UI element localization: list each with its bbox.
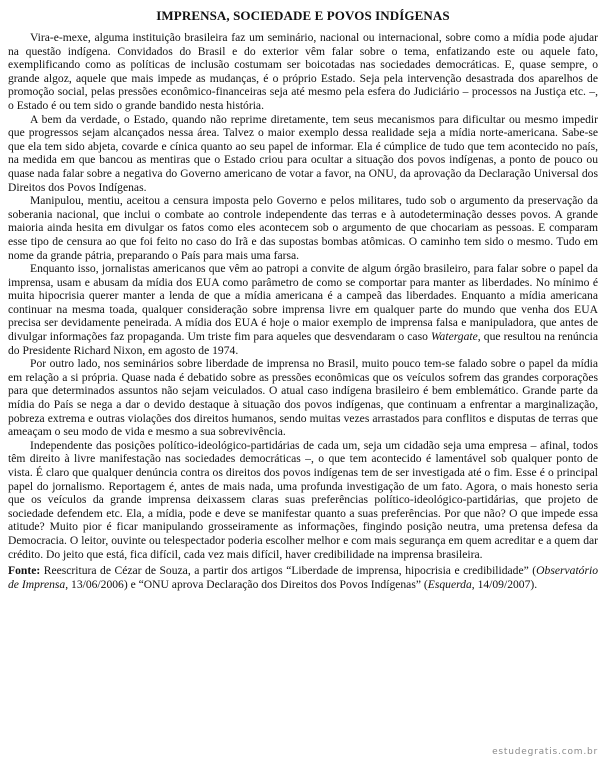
text-run: , que resultou na renúncia do Presidente Richard Nixon, em agosto de 1974. bbox=[8, 330, 598, 357]
italic-text: Esquerda bbox=[427, 577, 472, 591]
article bbox=[8, 8, 598, 591]
text-run: , 13/06/2006) e “ONU aprova Declaração dos Direitos dos Povos Indígenas” ( bbox=[65, 577, 428, 591]
source-text bbox=[8, 564, 598, 591]
article-body bbox=[8, 31, 598, 561]
paragraph bbox=[8, 357, 598, 439]
paragraph bbox=[8, 194, 598, 262]
text-run: Enquanto isso, jornalistas americanos que vêm ao patropi a convite de algum órgão brasileiro, para falar sobre o papel da imprensa, usam e abusam da mídia dos EUA como parâmetro de como se comportar para manter as liberdades. No mínimo é muita hipocrisia querer manter a lenda de que a mídia americana é a campeã das liberdades. Enquanto a mídia americana continuar na mesma toada, qualquer consideração sobre imprensa livre em qualquer parte do mundo que venha dos EUA precisa ser devidamente peneirada. A mídia dos EUA é hoje o maior exemplo de imprensa falsa e manipuladora, que antes de divulgar informações faz propaganda. Um triste fim para aqueles que desvendaram o caso bbox=[8, 262, 598, 344]
text-run: Por outro lado, nos seminários sobre liberdade de imprensa no Brasil, muito pouco tem-se falado sobre o papel da mídia em relação a si própria. Quase nada é debatido sobre as pressões econômicas que os veículos sofrem das grandes corporações para que determinados assuntos não sejam veiculados. O atual caso indígena brasileiro é bem emblemático. Grande parte da mídia do País se nega a dar o devido destaque à situação dos povos indígenas, que continuam a enfrentar a marginalização, pobreza extrema e outras violações dos direitos humanos, sendo muitas vezes arrastados para conflitos e disputas de terras que ameaçam o seu modo de vida e mesmo a sua sobrevivência. bbox=[8, 357, 598, 439]
text-run: Independente das posições político-ideológico-partidárias de cada um, seja um cidadão seja uma empresa – afinal, todos têm direito à livre manifestação nas sociedades democráticas –, o que tem acontecido é lamentável sob qualquer ponto de vista. É claro que qualquer denúncia contra os direitos dos povos indígenas tem de ser investigada até o fim. Esse é o principal papel do jornalismo. Reportagem é, antes de mais nada, uma profunda investigação de um fato. Agora, o mais honesto seria que os veículos da grande imprensa deixassem claras suas preferências político-ideológico-partidárias, que projeto de sociedade defendem etc. Ela, a mídia, pode e deve se manifestar quanto a suas preferências. Por que não? O que impede essa atitude? Muito pior é ficar manipulando grosseiramente as informações, fingindo posição neutra, uma pretensa defesa da Democracia. O leitor, ouvinte ou telespectador poderia escolher melhor e com mais segurança em quem acreditar e a quem dar crédito. Do jeito que está, fica difícil, cada vez mais difícil, haver credibilidade na imprensa brasileira. bbox=[8, 438, 598, 561]
text-run: Manipulou, mentiu, aceitou a censura imposta pelo Governo e pelos militares, tudo sob o argumento da preservação da soberania nacional, que inclui o combate ao controle independente das terras e à autodeterminação desses povos. A grande maioria ainda hesita em divulgar os fatos como eles acontecem sob o argumento de que chocariam as pessoas. E comparam esse tipo de censura ao que foi feito no caso do Irã e das supostas bombas atômicas. O caminho tem sido o mesmo. Tudo em nome da grande pátria, preparando o País para mais uma farsa. bbox=[8, 194, 598, 262]
site-watermark: estudegratis.com.br bbox=[492, 747, 598, 757]
paragraph bbox=[8, 31, 598, 113]
text-run: A bem da verdade, o Estado, quando não reprime diretamente, tem seus mecanismos para dificultar ou mesmo impedir que progressos sejam alcançados nessa área. Talvez o maior exemplo dessa realidade seja a mídia norte-americana. Sabe-se que ela tem sido abjeta, covarde e cínica quanto ao seu papel de informar. Ela é cúmplice de tudo que tem acontecido no país, na medida em que bancou as mentiras que o Estado criou para ocultar a situação dos povos indígenas, a ponto de pouco ou quase nada falar sobre a negativa do Governo americano de votar a favor, na ONU, da aprovação da Declaração Universal dos Direitos dos Povos Indígenas. bbox=[8, 112, 598, 194]
italic-text: Watergate bbox=[430, 330, 478, 344]
paragraph bbox=[8, 113, 598, 195]
article-title: IMPRENSA, SOCIEDADE E POVOS INDÍGENAS bbox=[156, 8, 450, 23]
text-run: Vira-e-mexe, alguma instituição brasileira faz um seminário, nacional ou internacional, sobre como a mídia pode ajudar na questão indígena. Convidados do Brasil e do exterior vêm falar sobre o tema, enfatizando este ou aquele fato, exemplificando como as políticas de inclusão costumam ser boicotadas nas sociedades democráticas. E, quase sempre, o grande algoz, aquele que mais impede as mudanças, é o próprio Estado. Seja pela intervenção desastrada dos aparelhos de promoção social, pelas pressões econômico-financeiras seja até mesmo pela esfera do Judiciário – processos na Justiça etc. –, o Estado é ou tem sido o grande bandido nesta história. bbox=[8, 31, 598, 112]
paragraph bbox=[8, 262, 598, 357]
text-run: Reescritura de Cézar de Souza, a partir dos artigos “Liberdade de imprensa, hipocrisia e credibilidade” ( bbox=[40, 564, 537, 578]
text-run: , 14/09/2007). bbox=[471, 577, 538, 591]
source-citation bbox=[8, 564, 598, 591]
italic-text: Observatório de Imprensa bbox=[8, 564, 598, 591]
source-label: Fonte: bbox=[8, 564, 41, 578]
paragraph bbox=[8, 439, 598, 561]
